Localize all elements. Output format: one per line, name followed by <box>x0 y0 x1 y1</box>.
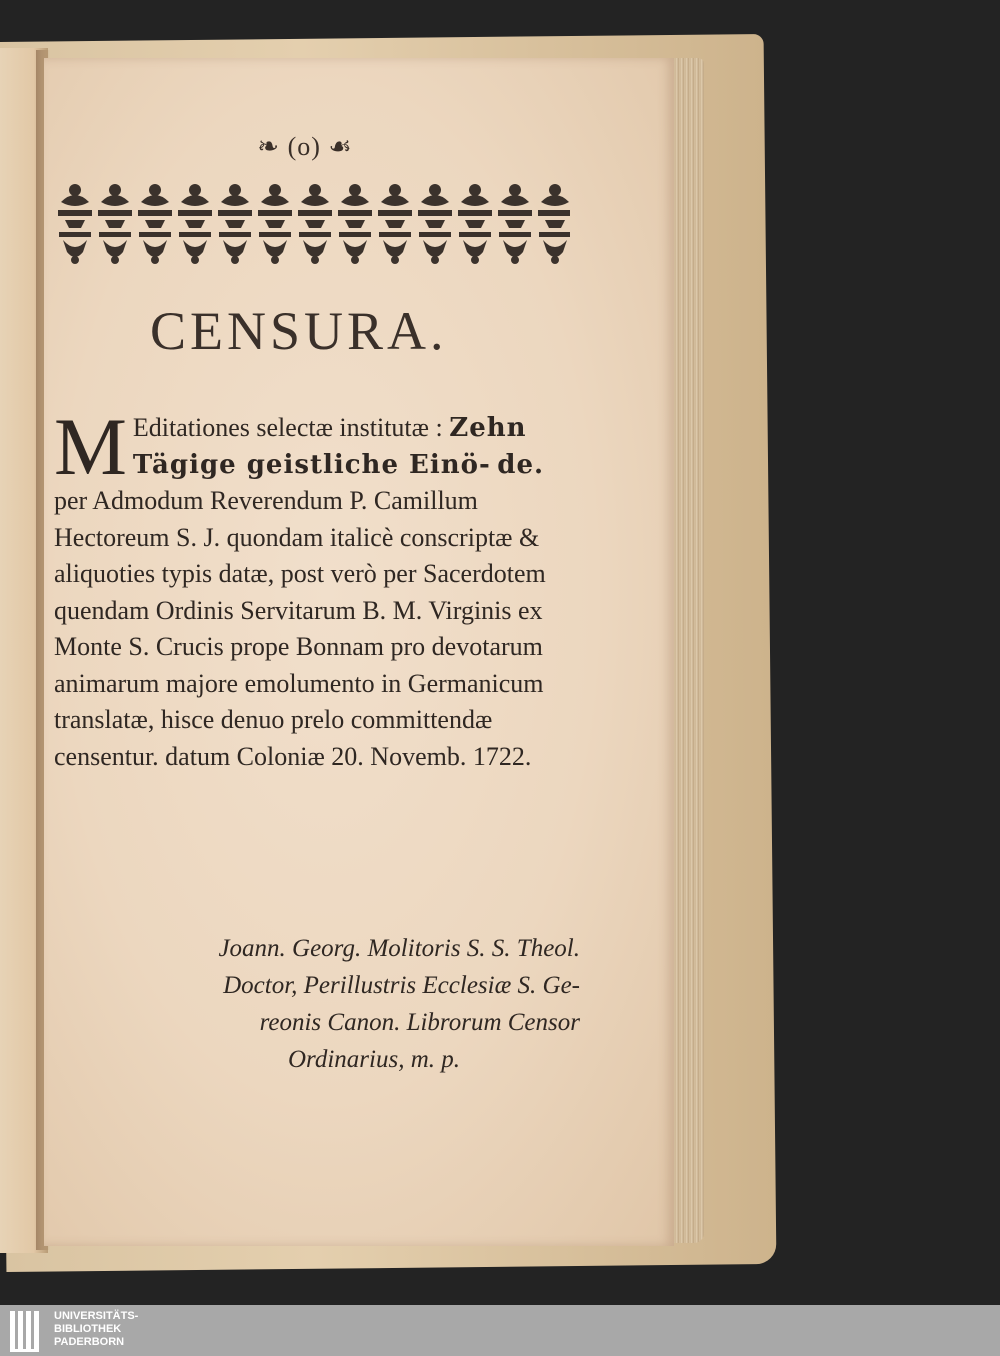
ornament-band <box>55 180 570 270</box>
library-name-line-2: BIBLIOTHEK <box>54 1323 122 1335</box>
body-line-1: Editationes selectæ institutæ : <box>132 413 443 442</box>
library-name <box>54 1310 138 1349</box>
signature-line-3: reonis Canon. Librorum Censor <box>259 1009 580 1036</box>
dropcap: M <box>54 401 127 492</box>
library-name-line-1: UNIVERSITÄTS- <box>54 1310 139 1322</box>
page-header <box>230 132 380 162</box>
page-title: CENSURA. <box>150 301 448 361</box>
library-logo-icon <box>8 1309 48 1353</box>
header-ornament-right: ☙ <box>328 132 353 161</box>
page-header-text: (o) <box>287 132 321 161</box>
blackletter-title: Zehn Tägige geistliche Einö- <box>132 413 527 480</box>
body-text: per Admodum Reverendum P. Camillum Hectoreum S. J. quondam italicè conscriptæ & aliquoties typis datæ, post verò per Sacerdotem quendam Ordinis Servitarum B. M. Virginis ex Monte S. Crucis prope Bonnam pro devotarum animarum majore emolumento in Germanicum translatæ, hisce denuo prelo committendæ censentur. datum Coloniæ 20. Novemb. 1722. <box>54 486 546 771</box>
footer-bar <box>0 1305 1000 1356</box>
signature-line-4: Ordinarius, m. p. <box>287 1046 460 1073</box>
header-ornament-left: ❧ <box>257 132 281 161</box>
censor-signature <box>100 930 580 1078</box>
library-name-line-3: PADERBORN <box>54 1336 125 1348</box>
signature-line-1: Joann. Georg. Molitoris S. S. Theol. <box>218 935 580 962</box>
signature-line-2: Doctor, Perillustris Ecclesiæ S. Ge- <box>223 972 580 999</box>
body-paragraph <box>54 401 574 775</box>
blackletter-title-end: de. <box>497 449 545 480</box>
